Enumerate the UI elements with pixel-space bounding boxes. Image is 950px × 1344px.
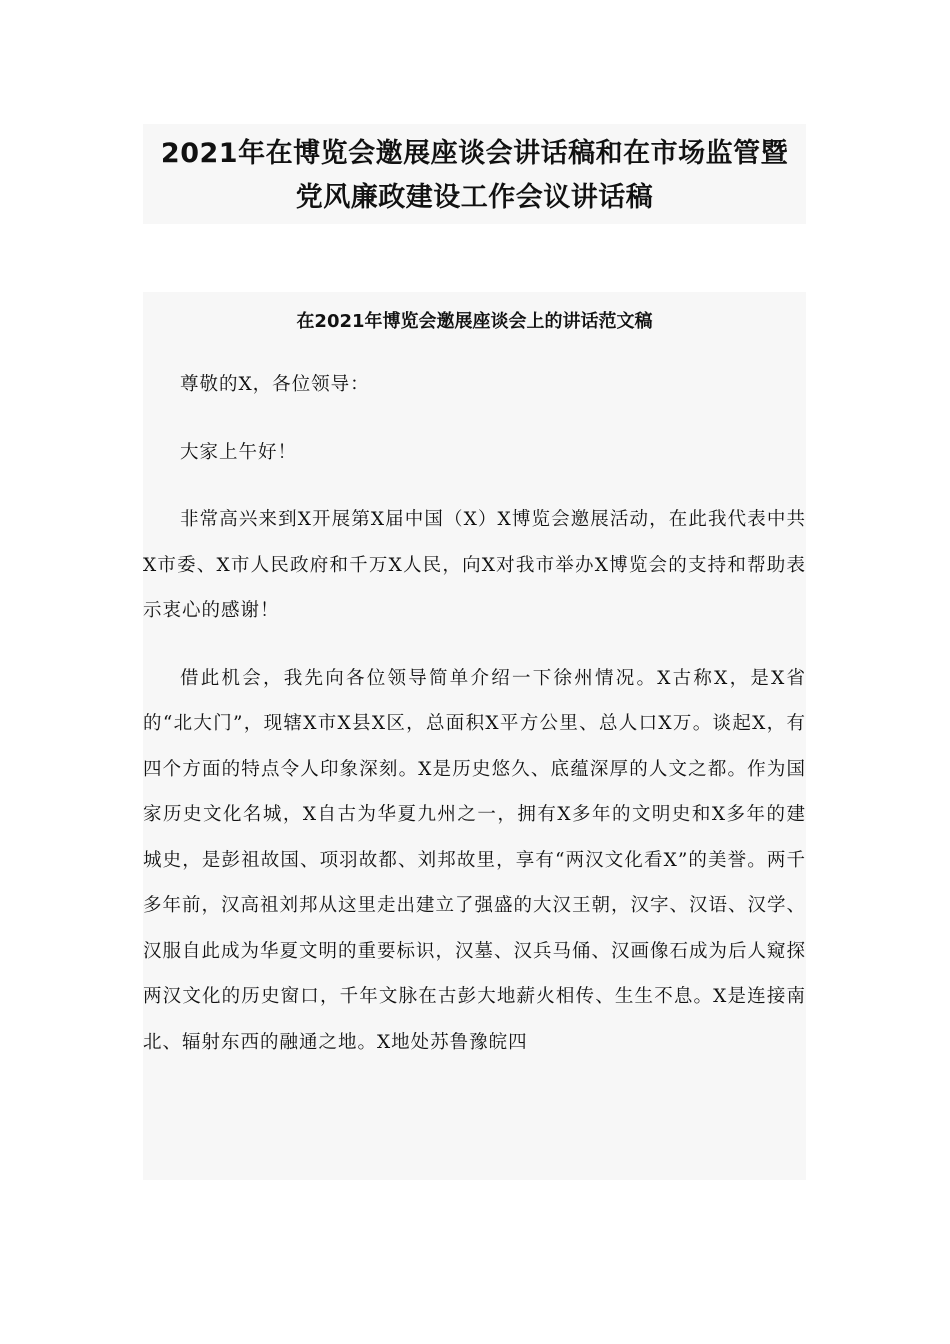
document-title-line-2: 党风廉政建设工作会议讲话稿	[295, 182, 654, 213]
section-title: 在2021年博览会邀展座谈会上的讲话范文稿	[296, 311, 653, 332]
body-paragraph: 借此机会，我先向各位领导简单介绍一下徐州情况。X古称X，是X省的“北大门”，现辖X市X县X区，总面积X平方公里、总人口X万。谈起X，有四个方面的特点令人印象深刻。X是历史悠久、底蕴深厚的人文之都。作为国家历史文化名城，X自古为华夏九州之一，拥有X多年的文明史和X多年的建城史，是彭祖故国、项羽故都、刘邦故里，享有“两汉文化看X”的美誉。两千多年前，汉高祖刘邦从这里走出建立了强盛的大汉王朝，汉字、汉语、汉学、汉服自此成为华夏文明的重要标识，汉墓、汉兵马俑、汉画像石成为后人窥探两汉文化的历史窗口，千年文脉在古彭大地薪火相传、生生不息。X是连接南北、辐射东西的融通之地。X地处苏鲁豫皖四	[143, 667, 806, 1053]
body-paragraph: 非常高兴来到X开展第X届中国（X）X博览会邀展活动，在此我代表中共X市委、X市人民政府和千万X人民，向X对我市举办X博览会的支持和帮助表示衷心的感谢！	[143, 509, 806, 621]
document-title-line-1: 2021年在博览会邀展座谈会讲话稿和在市场监管暨	[160, 138, 789, 169]
document-title-block	[143, 124, 806, 224]
greeting-paragraph: 尊敬的X，各位领导：	[180, 374, 370, 395]
salutation-paragraph: 大家上午好！	[180, 441, 298, 463]
document-title	[143, 124, 806, 220]
document-body	[143, 292, 806, 1180]
